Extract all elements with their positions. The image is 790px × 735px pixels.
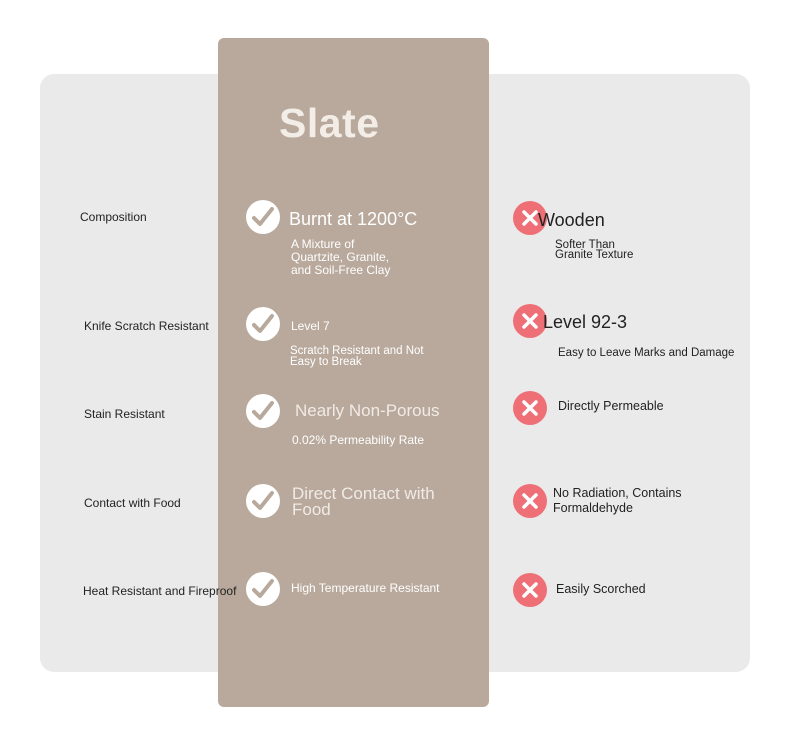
- wood-food-title: No Radiation, Contains Formaldehyde: [553, 486, 682, 515]
- wood-scratch-detail: Easy to Leave Marks and Damage: [558, 347, 735, 359]
- slate-composition-detail: A Mixture of Quartzite, Granite, and Soil-Free Clay: [291, 237, 391, 277]
- slate-food-title: Direct Contact with Food: [292, 484, 435, 519]
- slate-stain-detail: 0.02% Permeability Rate: [292, 433, 425, 447]
- row-label-knife-scratch: Knife Scratch Resistant: [84, 319, 209, 333]
- checkmark-icon: [246, 307, 280, 341]
- slate-composition-title: Burnt at 1200°C: [289, 209, 418, 229]
- cross-icon: [513, 391, 547, 425]
- slate-heat-title: High Temperature Resistant: [291, 581, 440, 595]
- row-label-heat: Heat Resistant and Fireproof: [83, 584, 237, 598]
- checkmark-icon: [246, 394, 280, 428]
- wood-heat-title: Easily Scorched: [556, 582, 646, 596]
- slate-title: Slate: [279, 100, 380, 146]
- wood-composition-title: Wooden: [538, 210, 605, 230]
- cross-icon: [513, 304, 547, 338]
- row-label-food-contact: Contact with Food: [84, 496, 181, 510]
- checkmark-icon: [246, 572, 280, 606]
- wood-composition-detail: Softer Than Granite Texture: [555, 239, 634, 261]
- cross-icon: [513, 573, 547, 607]
- slate-scratch-detail: Scratch Resistant and Not Easy to Break: [290, 345, 424, 368]
- slate-scratch-title: Level 7: [291, 319, 330, 333]
- wood-scratch-title: Level 92-3: [543, 312, 628, 332]
- wood-stain-title: Directly Permeable: [558, 399, 664, 413]
- checkmark-icon: [246, 200, 280, 234]
- cross-icon: [513, 484, 547, 518]
- row-label-composition: Composition: [80, 210, 147, 224]
- row-label-stain: Stain Resistant: [84, 407, 165, 421]
- slate-stain-title: Nearly Non-Porous: [295, 401, 440, 420]
- checkmark-icon: [246, 484, 280, 518]
